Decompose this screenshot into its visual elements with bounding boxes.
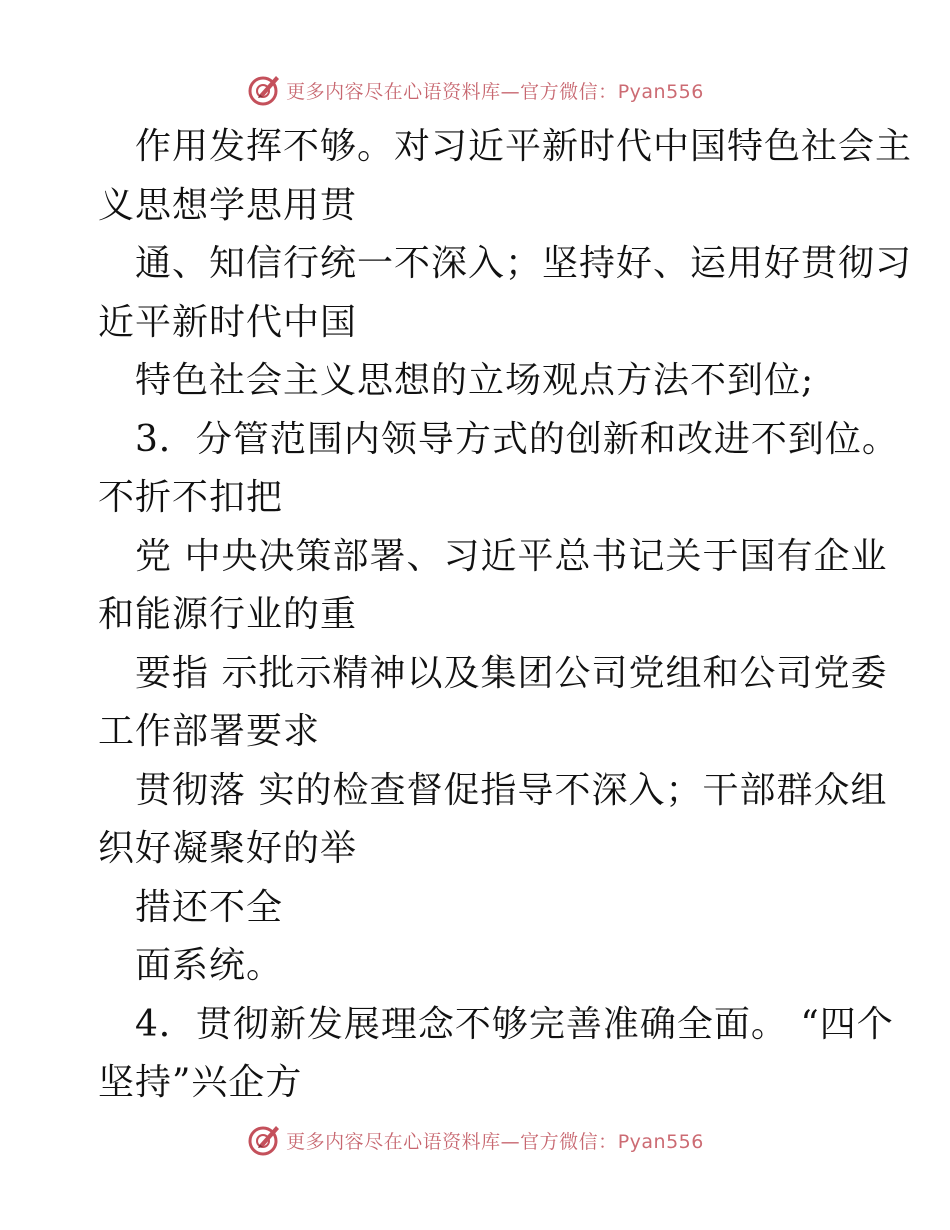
text-line: 作用发挥不够。对习近平新时代中国特色社会主 [135,126,913,167]
footer-banner-sep: —官方微信： [500,1130,618,1153]
header-banner-text [286,77,704,104]
footer-banner [0,1120,950,1160]
text-line: 面系统。 [135,945,284,986]
document-body [98,118,913,1113]
text-line: 通、知信行统一不深入；坚持好、运用好贯彻习 [135,243,913,284]
text-line: 要指 示批示精神以及集团公司党组和公司党委 [135,652,888,694]
text-line: 坚持”兴企方 [98,1062,303,1103]
text-line: 贯彻落 实的检查督促指导不深入；干部群众组 [135,769,888,811]
text-line: 特色社会主义思想的立场观点方法不到位; [135,360,815,401]
text-line: 工作部署要求 [98,711,321,752]
footer-banner-text [286,1127,704,1154]
pen-logo-icon [246,72,282,108]
footer-banner-main: 更多内容尽在心语资料库 [286,1130,501,1153]
header-wechat-id: Pyan556 [617,80,704,103]
text-line: 措还不全 [135,886,284,928]
header-banner [0,70,950,110]
text-line: 义思想学思用贯 [98,184,358,226]
footer-wechat-id: Pyan556 [617,1130,704,1153]
text-line: 3．分管范围内领导方式的创新和改进不到位。 [135,418,899,460]
pen-logo-icon [246,1122,282,1158]
text-line: 织好凝聚好的举 [98,828,358,869]
text-line: 不折不扣把 [98,477,284,518]
header-banner-sep: —官方微信： [500,80,618,103]
text-line: 党 中央决策部署、习近平总书记关于国有企业 [135,535,888,577]
text-line: 近平新时代中国 [98,301,358,343]
text-line: 4．贯彻新发展理念不够完善准确全面。 “四个 [135,1003,894,1045]
text-line: 和能源行业的重 [98,594,358,635]
header-banner-main: 更多内容尽在心语资料库 [286,80,501,103]
